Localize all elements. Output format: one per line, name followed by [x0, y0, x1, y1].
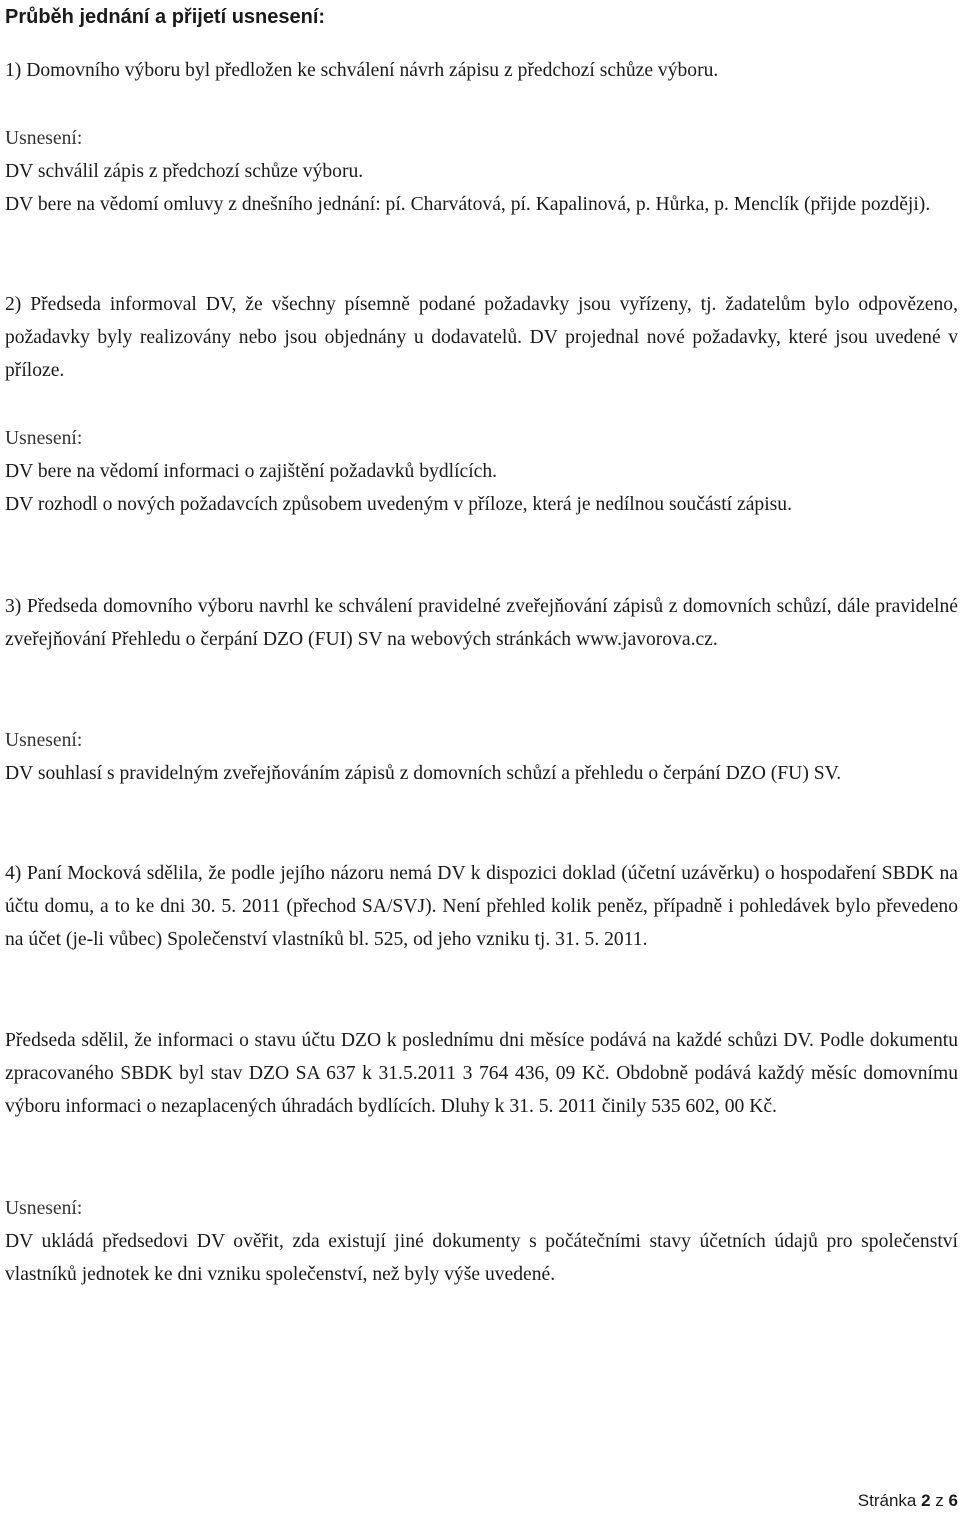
footer-page: 2: [921, 1491, 931, 1510]
item-1-resolution: [5, 122, 958, 222]
item-2: [5, 288, 958, 388]
resolution-line: DV souhlasí s pravidelným zveřejňováním zápisů z domovních schůzí a přehledu o čerpání DZO (FU) SV.: [5, 763, 842, 785]
item-1-text: 1) Domovního výboru byl předložen ke schválení návrh zápisu z předchozí schůze výboru.: [5, 60, 719, 81]
item-4-text: 4) Paní Mocková sdělila, že podle jejího názoru nemá DV k dispozici doklad (účetní uzávěrku) o hospodaření SBDK na účtu domu, a to ke dni 30. 5. 2011 (přechod SA/SVJ). Není přehled kolik peněz, případně i pohledávek bylo převedeno na účet (je-li vůbec) Společenství vlastníků bl. 525, od jeho vzniku tj. 31. 5. 2011.: [5, 863, 958, 951]
resolution-label: Usnesení:: [5, 1198, 83, 1219]
item-4-chair-response: [5, 1024, 958, 1124]
resolution-label: Usnesení:: [5, 730, 83, 751]
item-4-resolution: [5, 1192, 958, 1292]
item-3: [5, 590, 958, 656]
resolution-label: Usnesení:: [5, 128, 83, 149]
item-3-text: 3) Předseda domovního výboru navrhl ke schválení pravidelné zveřejňování zápisů z domovních schůzí, dále pravidelné zveřejňování Přehledu o čerpání DZO (FUI) SV na webových stránkách www.javorova.cz.: [5, 596, 958, 651]
item-1: [5, 54, 958, 87]
footer-prefix: Stránka: [857, 1491, 917, 1510]
page-title: Průběh jednání a přijetí usnesení:: [5, 6, 326, 28]
resolution-line: DV bere na vědomí omluvy z dnešního jednání: pí. Charvátová, pí. Kapalinová, p. Hůrka, p. Menclík (přijde později).: [5, 194, 931, 216]
item-2-resolution: [5, 422, 958, 522]
resolution-line: DV bere na vědomí informaci o zajištění požadavků bydlících.: [5, 461, 498, 483]
resolution-line: DV ukládá předsedovi DV ověřit, zda existují jiné dokumenty s počátečními stavy účetních údajů pro společenství vlastníků jednotek ke dni vzniku společenství, než byly výše uvedené.: [5, 1231, 958, 1286]
item-3-resolution: [5, 724, 958, 790]
page-number-footer: [858, 1490, 958, 1512]
resolution-line: DV schválil zápis z předchozí schůze výboru.: [5, 161, 364, 183]
item-2-text: 2) Předseda informoval DV, že všechny písemně podané požadavky jsou vyřízeny, tj. žadatelům bylo odpovězeno, požadavky byly realizovány nebo jsou objednány u dodavatelů. DV projednal nové požadavky, které jsou uvedené v příloze.: [5, 294, 958, 382]
resolution-line: DV rozhodl o nových požadavcích způsobem uvedeným v příloze, která je nedílnou součástí zápisu.: [5, 494, 792, 516]
footer-separator: z: [935, 1491, 944, 1510]
resolution-label: Usnesení:: [5, 428, 83, 449]
item-4: [5, 857, 958, 957]
footer-total: 6: [948, 1491, 958, 1510]
item-4-text2: Předseda sdělil, že informaci o stavu účtu DZO k poslednímu dni měsíce podává na každé schůzi DV. Podle dokumentu zpracovaného SBDK byl stav DZO SA 637 k 31.5.2011 3 764 436, 09 Kč. Obdobně podává každý měsíc domovnímu výboru informaci o nezaplacených úhradách bydlících. Dluhy k 31. 5. 2011 činily 535 602, 00 Kč.: [5, 1030, 958, 1118]
